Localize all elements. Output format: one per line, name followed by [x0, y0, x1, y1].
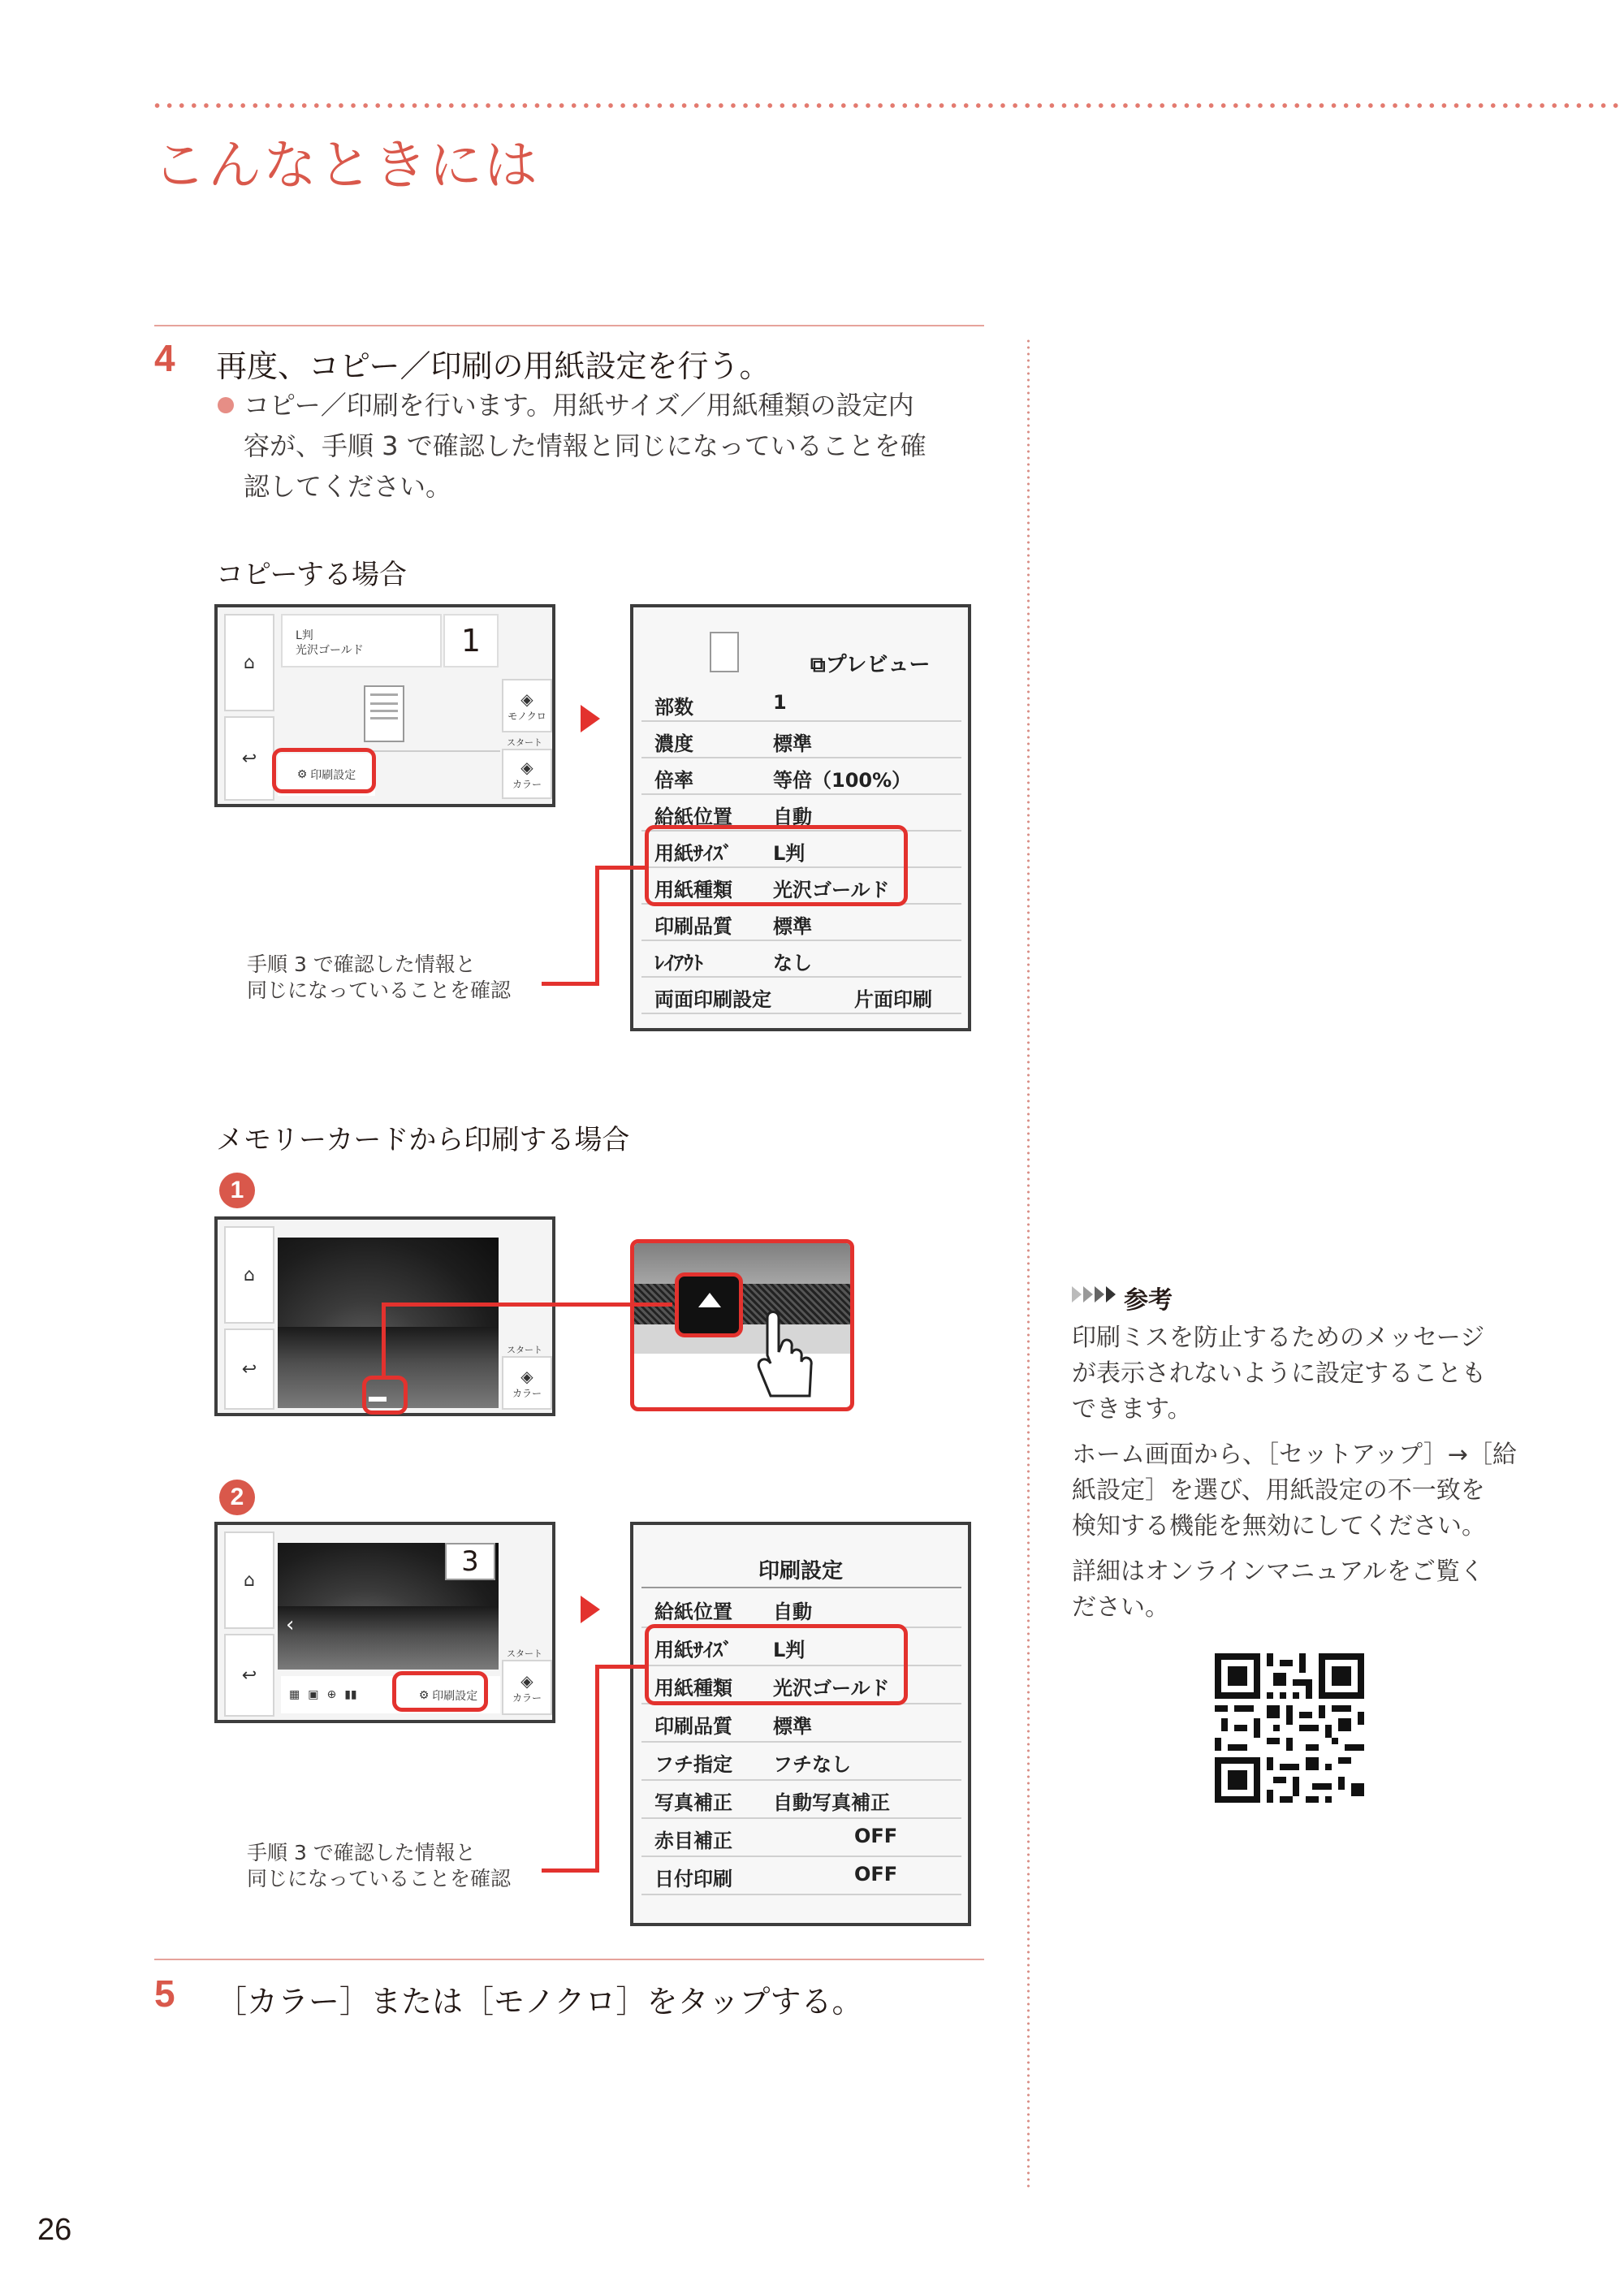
next-arrow-icon: [581, 705, 600, 732]
copy-heading: コピーする場合: [216, 559, 407, 591]
chevron-icon: [1106, 1286, 1116, 1303]
back-icon: ↩: [241, 1359, 257, 1380]
gear-icon: ⚙: [418, 1689, 430, 1702]
start-label: スタート: [507, 1648, 542, 1659]
start-label: スタート: [507, 1345, 542, 1355]
setting-row[interactable]: [641, 1781, 961, 1819]
setting-row[interactable]: [641, 1704, 961, 1743]
step-marker-2: 2: [219, 1480, 255, 1515]
paper-settings-highlight: [645, 825, 908, 906]
setting-label: 印刷品質: [654, 915, 732, 938]
setting-value: 1: [773, 691, 787, 714]
setting-value: 光沢ゴールド: [773, 879, 890, 901]
setting-row[interactable]: [641, 1857, 961, 1895]
memory-caption-line1: 手順 3 で確認した情報と: [247, 1841, 476, 1864]
note-line: できます。: [1072, 1395, 1192, 1423]
print-settings-highlight: [392, 1671, 488, 1712]
print-settings-title: 印刷設定: [758, 1559, 843, 1583]
callout-line: [595, 866, 646, 870]
step4-number: 4: [154, 337, 175, 379]
callout-line: [595, 866, 599, 986]
note-line: ホーム画面から、［セットアップ］→［給: [1072, 1441, 1518, 1469]
copy-preview-screen: [630, 604, 971, 1031]
setting-row[interactable]: [641, 685, 961, 722]
step4-title: 再度、コピー／印刷の用紙設定を行う。: [216, 348, 771, 384]
start-diamond-icon: ◈: [520, 757, 533, 777]
home-button[interactable]: [224, 1226, 274, 1324]
note-para2: [1072, 1437, 1517, 1544]
preview-label: プレビュー: [825, 653, 931, 677]
paper-settings-highlight: [645, 1624, 908, 1705]
callout-line: [382, 1303, 386, 1377]
color-label: カラー: [512, 1387, 542, 1399]
photo-foreground: [278, 1606, 499, 1670]
setting-row[interactable]: [641, 1743, 961, 1781]
callout-line: [595, 1665, 646, 1669]
gear-icon: ⚙: [296, 768, 308, 781]
grid-view-icon[interactable]: ▦: [289, 1688, 300, 1701]
mono-start-button[interactable]: [502, 679, 552, 732]
print-settings-highlight: [272, 748, 376, 793]
header-dotted-rule: [151, 102, 1624, 110]
setting-row[interactable]: [641, 722, 961, 758]
hand-pointer-icon: [756, 1307, 801, 1404]
setting-label: 給紙位置: [654, 806, 732, 828]
setting-value: 標準: [773, 915, 812, 938]
color-start-button[interactable]: [502, 749, 552, 799]
page-number: 26: [37, 2213, 72, 2247]
note-para3: [1072, 1554, 1484, 1626]
preview-icon: ⧉: [810, 653, 826, 677]
setting-value: L判: [773, 842, 806, 865]
setting-row[interactable]: [641, 1590, 961, 1628]
setting-row[interactable]: [641, 758, 961, 795]
setting-value: OFF: [854, 1825, 898, 1847]
zoom-icon[interactable]: ⊕: [326, 1688, 337, 1701]
memory-caption-line2: 同じになっていることを確認: [247, 1867, 512, 1890]
color-label: カラー: [512, 778, 542, 790]
step5-number: 5: [154, 1972, 175, 2015]
callout-line: [382, 1303, 672, 1307]
setting-row[interactable]: [641, 905, 961, 941]
setting-value: 標準: [773, 732, 812, 755]
note-chevrons: [1072, 1286, 1116, 1303]
setting-value: 標準: [773, 1715, 812, 1738]
home-icon: ⌂: [244, 1570, 255, 1591]
column-divider: [1027, 338, 1030, 2189]
step4-rule: [154, 325, 984, 326]
setting-value: 自動: [773, 1601, 812, 1623]
setting-value: 光沢ゴールド: [773, 1677, 890, 1700]
setting-value: 等倍（100%）: [773, 769, 912, 792]
note-line: ださい。: [1072, 1593, 1169, 1622]
scroll-up-button[interactable]: [675, 1272, 743, 1337]
preview-button[interactable]: [810, 648, 931, 678]
step5-rule: [154, 1959, 984, 1960]
print-settings-screen: [630, 1522, 971, 1926]
start-diamond-icon: ◈: [520, 1670, 533, 1691]
document-thumbnail: [364, 685, 404, 742]
memory-screen-2: [214, 1522, 555, 1723]
setting-value: 自動写真補正: [773, 1791, 890, 1814]
next-arrow-icon: [581, 1596, 600, 1623]
slideshow-icon[interactable]: ▮▮: [344, 1688, 357, 1701]
title-divider: [641, 1587, 961, 1588]
zoom-inset: [630, 1239, 854, 1411]
home-icon: ⌂: [244, 1264, 255, 1285]
callout-line: [542, 1868, 599, 1873]
setting-row[interactable]: [641, 941, 961, 978]
qr-code[interactable]: [1215, 1653, 1364, 1803]
setting-value: OFF: [854, 1863, 898, 1886]
copy-screen: [214, 604, 555, 807]
setting-row[interactable]: [641, 978, 961, 1014]
home-icon: ⌂: [244, 652, 255, 673]
mono-label: モノクロ: [508, 710, 546, 722]
step-marker-1: 1: [219, 1173, 255, 1208]
setting-label: ﾚｲｱｳﾄ: [654, 952, 703, 974]
start-diamond-icon: ◈: [520, 689, 533, 709]
paper-info[interactable]: [281, 614, 442, 667]
calendar-icon[interactable]: ▣: [308, 1688, 319, 1701]
step4-bullet-line2: 容が、手順 3 で確認した情報と同じになっていることを確: [244, 430, 926, 461]
color-start-button[interactable]: [502, 1660, 552, 1715]
copies-count[interactable]: 1: [443, 614, 499, 667]
copy-caption-line2: 同じになっていることを確認: [247, 979, 512, 1002]
setting-value: 自動: [773, 806, 812, 828]
note-heading: 参考: [1124, 1286, 1173, 1315]
copy-caption-line1: 手順 3 で確認した情報と: [247, 953, 476, 976]
note-line: 印刷ミスを防止するためのメッセージ: [1072, 1324, 1485, 1352]
setting-value: なし: [773, 952, 812, 974]
home-button[interactable]: [224, 614, 274, 711]
note-line: が表示されないように設定することも: [1072, 1359, 1486, 1388]
back-button[interactable]: [224, 1328, 274, 1410]
setting-label: 部数: [654, 696, 693, 719]
note-line: 検知する機能を無効にしてください。: [1072, 1512, 1486, 1540]
setting-label: 用紙種類: [654, 879, 732, 901]
chevron-icon: [1072, 1286, 1082, 1303]
setting-value: L判: [773, 1639, 806, 1661]
setting-label: 日付印刷: [654, 1868, 732, 1890]
note-line: 詳細はオンラインマニュアルをご覧く: [1072, 1557, 1484, 1586]
copies-count[interactable]: 3: [445, 1543, 495, 1580]
paper-size: L判: [296, 629, 313, 642]
note-line: 紙設定］を選び、用紙設定の不一致を: [1072, 1476, 1485, 1505]
note-para1: [1072, 1320, 1486, 1428]
setting-label: 用紙ｻｲｽﾞ: [654, 842, 732, 865]
setting-label: 印刷品質: [654, 1715, 732, 1738]
setting-label: 用紙ｻｲｽﾞ: [654, 1639, 732, 1661]
setting-value: 片面印刷: [854, 988, 932, 1011]
print-settings-label: 印刷設定: [432, 1690, 478, 1703]
home-button[interactable]: [224, 1531, 274, 1629]
setting-value: フチなし: [773, 1753, 851, 1776]
page-title: こんなときには: [153, 134, 539, 197]
chevron-icon: [1095, 1286, 1104, 1303]
chevron-icon: [1083, 1286, 1093, 1303]
bullet-icon: [218, 397, 234, 413]
callout-line: [595, 1665, 599, 1873]
start-diamond-icon: ◈: [520, 1366, 533, 1386]
step5-title: ［カラー］または［モノクロ］をタップする。: [216, 1984, 863, 2020]
step4-bullet-line3: 認してください。: [244, 471, 452, 502]
setting-label: 濃度: [654, 732, 693, 755]
back-button[interactable]: [224, 716, 274, 801]
start-label: スタート: [507, 737, 542, 748]
setting-label: フチ指定: [654, 1753, 732, 1776]
color-label: カラー: [512, 1691, 542, 1704]
back-icon: ↩: [241, 1665, 257, 1686]
print-settings-label: 印刷設定: [310, 769, 356, 782]
photo-strip: [634, 1243, 854, 1284]
setting-label: 給紙位置: [654, 1601, 732, 1623]
document-thumbnail: [710, 632, 739, 672]
setting-label: 用紙種類: [654, 1677, 732, 1700]
color-start-button[interactable]: [502, 1356, 552, 1410]
back-button[interactable]: [224, 1634, 274, 1717]
back-icon: ↩: [241, 748, 257, 769]
paper-type: 光沢ゴールド: [296, 644, 364, 657]
setting-label: 両面印刷設定: [654, 988, 771, 1011]
setting-label: 倍率: [654, 769, 693, 792]
scroll-tab-highlight: [362, 1376, 408, 1415]
setting-label: 写真補正: [654, 1791, 732, 1814]
step4-bullet-line1: コピー／印刷を行います。用紙サイズ／用紙種類の設定内: [244, 390, 914, 421]
callout-line: [542, 982, 599, 986]
up-arrow-icon: [698, 1293, 721, 1307]
toolbar-bottom: [634, 1324, 854, 1354]
previous-photo-icon[interactable]: ‹: [286, 1613, 295, 1637]
setting-label: 赤目補正: [654, 1830, 732, 1852]
memory-heading: メモリーカードから印刷する場合: [216, 1124, 630, 1156]
setting-row[interactable]: [641, 1819, 961, 1857]
